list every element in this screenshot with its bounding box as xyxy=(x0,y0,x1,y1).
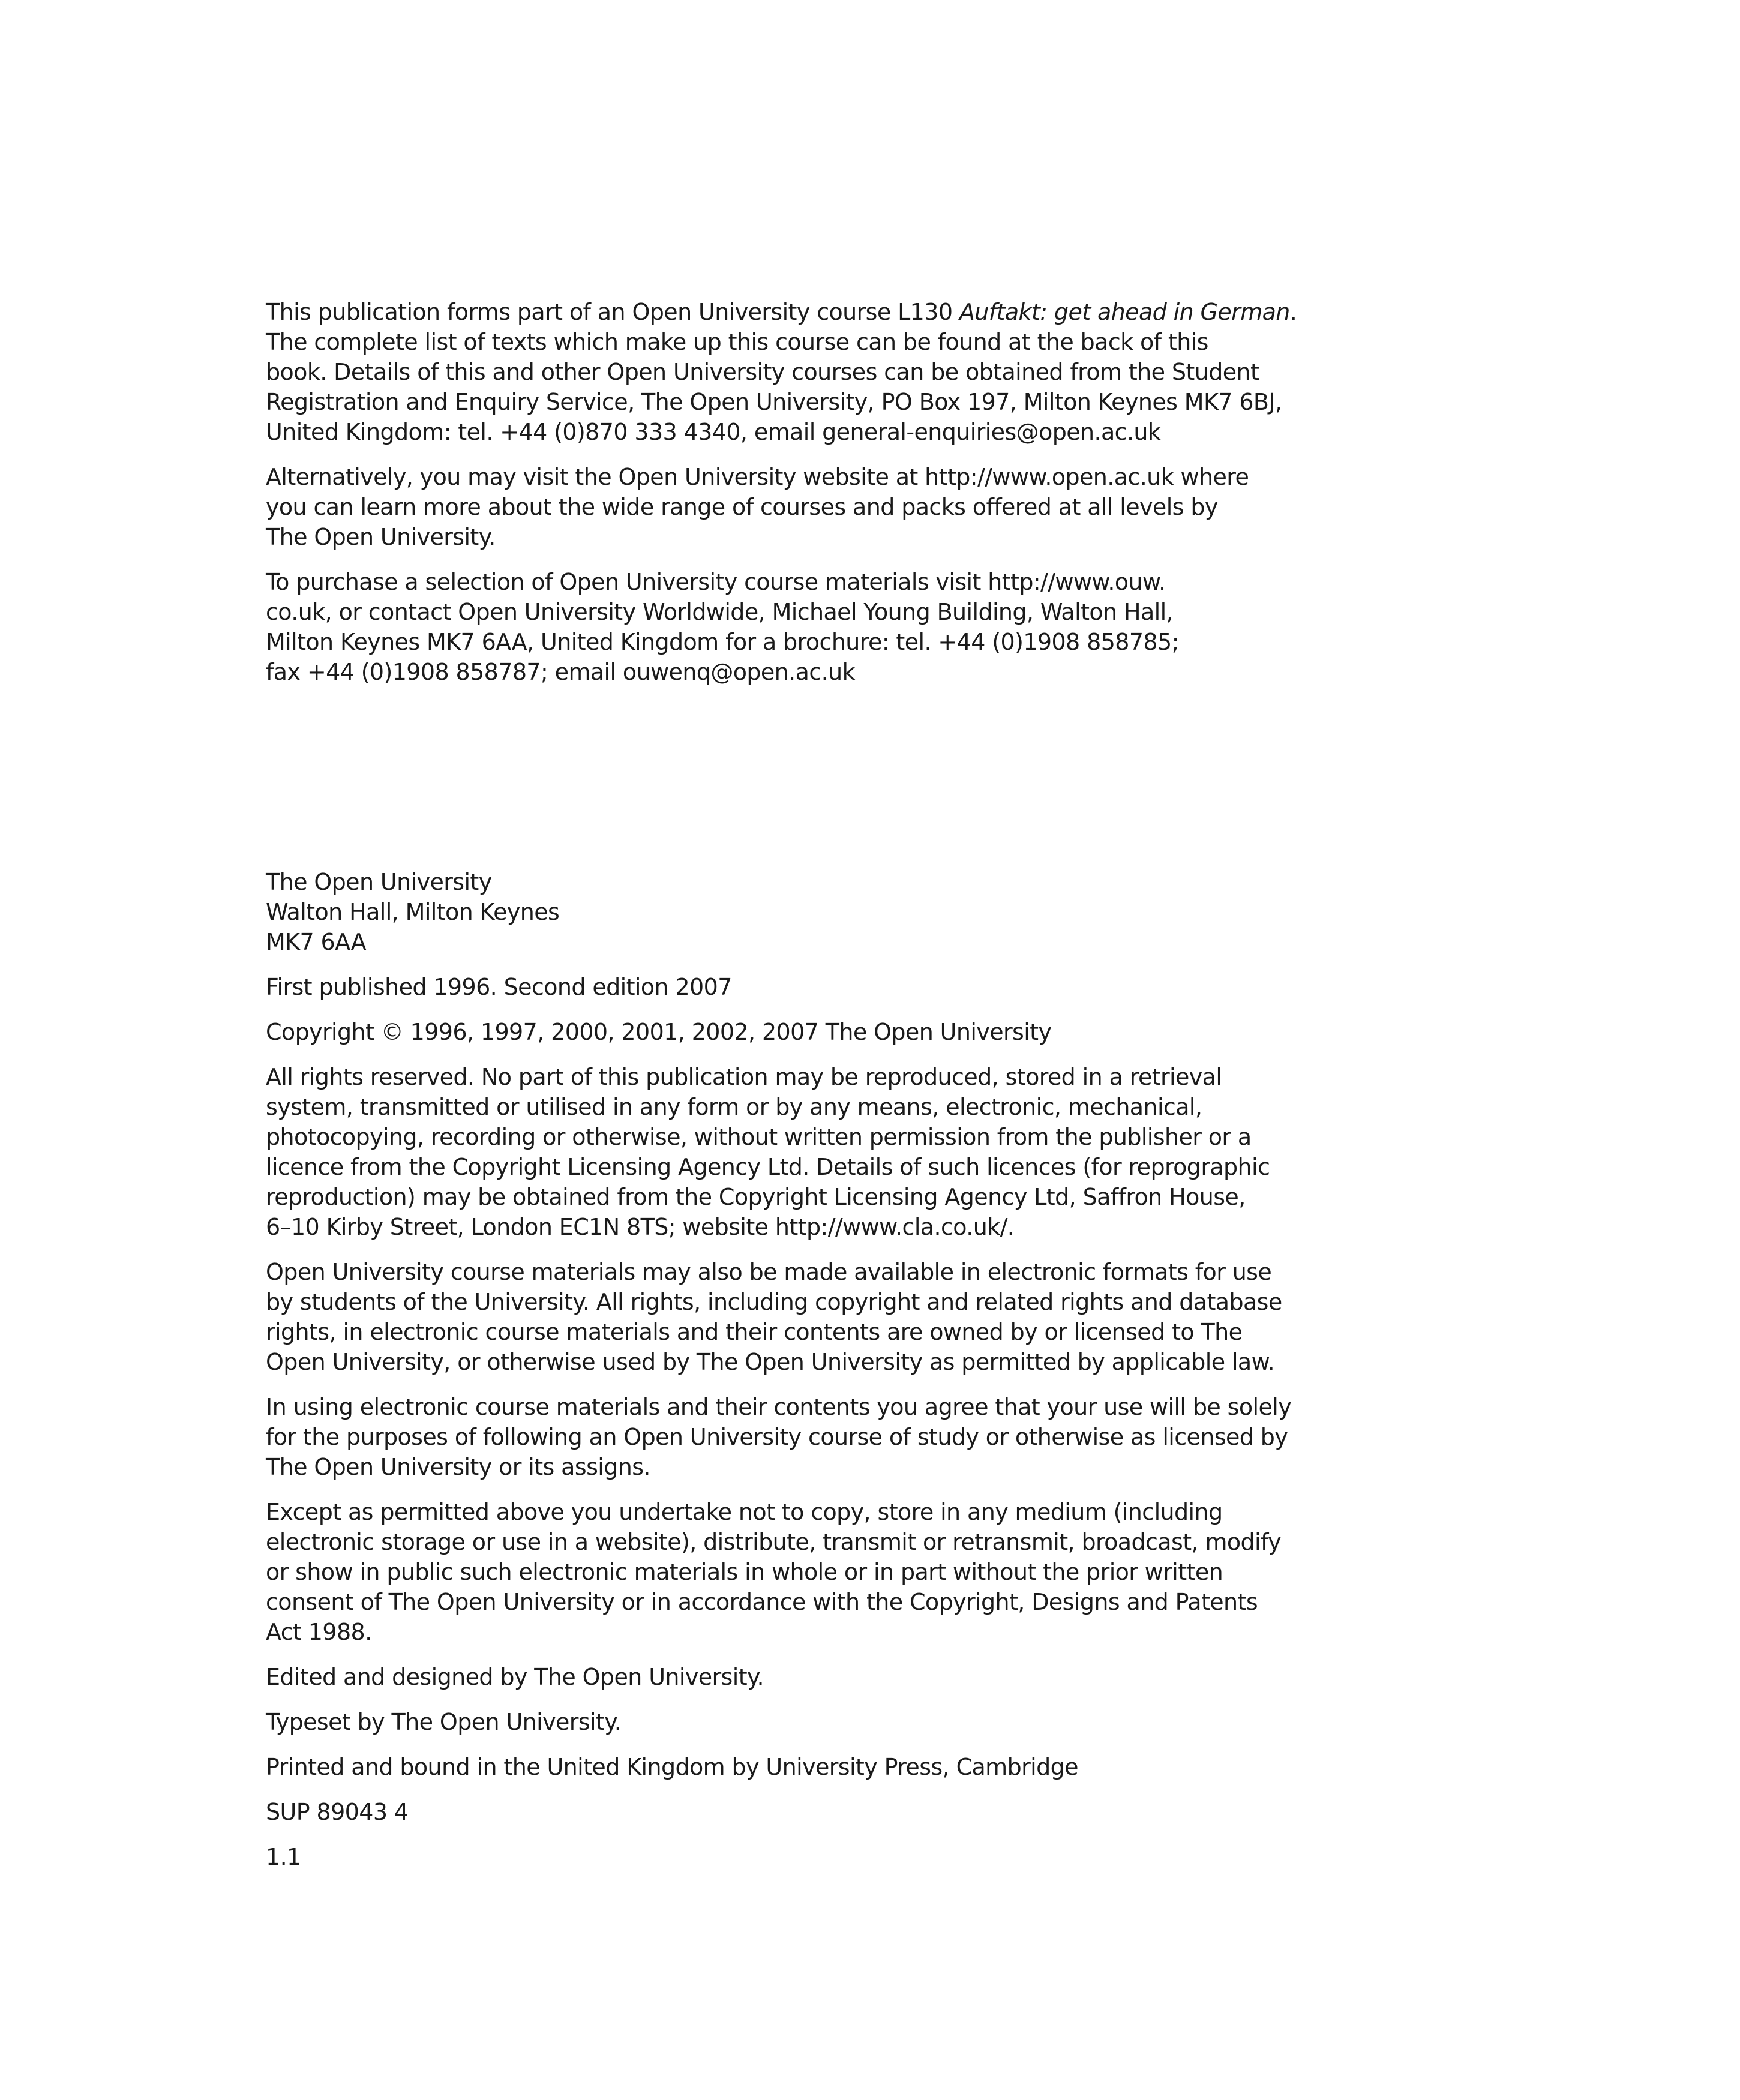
text-line: The Open University xyxy=(266,869,492,895)
text-line: co.uk, or contact Open University Worldwide, Michael Young Building, Walton Hall, xyxy=(266,599,1174,625)
text-line: Open University, or otherwise used by The Open University as permitted by applicable law. xyxy=(266,1349,1275,1375)
first-published xyxy=(266,972,1322,1002)
text-line: Edited and designed by The Open University. xyxy=(266,1664,764,1690)
version-number xyxy=(266,1842,1322,1872)
copyright-notice xyxy=(266,1017,1322,1047)
text-line: fax +44 (0)1908 858787; email ouwenq@open.ac.uk xyxy=(266,659,855,685)
text-line: Copyright © 1996, 1997, 2000, 2001, 2002, 2007 The Open University xyxy=(266,1019,1052,1045)
text-line: Except as permitted above you undertake not to copy, store in any medium (including xyxy=(266,1499,1223,1525)
intro-paragraph-3 xyxy=(266,567,1322,687)
text-line: 6–10 Kirby Street, London EC1N 8TS; website http://www.cla.co.uk/. xyxy=(266,1214,1015,1240)
text-line: you can learn more about the wide range of courses and packs offered at all levels by xyxy=(266,494,1218,520)
text-line: The complete list of texts which make up this course can be found at the back of this xyxy=(266,329,1208,355)
course-title: Auftakt: get ahead in German xyxy=(959,299,1290,325)
text-line: for the purposes of following an Open University course of study or otherwise as licensed by xyxy=(266,1424,1288,1450)
text-line: electronic storage or use in a website), distribute, transmit or retransmit, broadcast, modify xyxy=(266,1529,1281,1555)
text-line: rights, in electronic course materials and their contents are owned by or licensed to The xyxy=(266,1319,1243,1345)
text-line: Open University course materials may also be made available in electronic formats for use xyxy=(266,1259,1272,1285)
text-line: SUP 89043 4 xyxy=(266,1799,409,1825)
except-paragraph xyxy=(266,1497,1322,1647)
text-line: 1.1 xyxy=(266,1844,301,1870)
text-line: United Kingdom: tel. +44 (0)870 333 4340, email general-enquiries@open.ac.uk xyxy=(266,419,1161,445)
usage-paragraph xyxy=(266,1392,1322,1482)
text-line: Act 1988. xyxy=(266,1619,372,1645)
text-line: Milton Keynes MK7 6AA, United Kingdom for a brochure: tel. +44 (0)1908 858785; xyxy=(266,629,1179,655)
text-line: by students of the University. All rights, including copyright and related rights and database xyxy=(266,1289,1282,1315)
text-line: Typeset by The Open University. xyxy=(266,1709,622,1735)
electronic-formats-paragraph xyxy=(266,1257,1322,1377)
printed-by xyxy=(266,1752,1322,1782)
typeset-by xyxy=(266,1707,1322,1737)
intro-paragraph-2 xyxy=(266,462,1322,552)
text-line: book. Details of this and other Open University courses can be obtained from the Student xyxy=(266,359,1259,385)
text-line: Printed and bound in the United Kingdom by University Press, Cambridge xyxy=(266,1754,1078,1780)
edited-by xyxy=(266,1662,1322,1692)
text-line: The Open University or its assigns. xyxy=(266,1454,650,1480)
text-line: system, transmitted or utilised in any form or by any means, electronic, mechanical, xyxy=(266,1094,1202,1120)
intro-paragraph-1 xyxy=(266,297,1322,447)
text-line: First published 1996. Second edition 2007 xyxy=(266,974,732,1000)
text-line: The Open University. xyxy=(266,524,496,550)
text-line: To purchase a selection of Open University course materials visit http://www.ouw. xyxy=(266,569,1166,595)
sup-code xyxy=(266,1797,1322,1827)
text-line: consent of The Open University or in accordance with the Copyright, Designs and Patents xyxy=(266,1589,1258,1615)
text-line: All rights reserved. No part of this publication may be reproduced, stored in a retrieval xyxy=(266,1064,1222,1090)
text-line: reproduction) may be obtained from the Copyright Licensing Agency Ltd, Saffron House, xyxy=(266,1184,1246,1210)
publisher-address xyxy=(266,867,1322,957)
text-line: MK7 6AA xyxy=(266,929,366,955)
text-line: Walton Hall, Milton Keynes xyxy=(266,899,560,925)
text-line: licence from the Copyright Licensing Agency Ltd. Details of such licences (for reprographic xyxy=(266,1154,1270,1180)
text-line: This publication forms part of an Open University course L130 Auftakt: get ahead in German. xyxy=(266,299,1297,325)
rights-paragraph xyxy=(266,1062,1322,1242)
text-line: Registration and Enquiry Service, The Open University, PO Box 197, Milton Keynes MK7 6BJ, xyxy=(266,389,1282,415)
text-line: In using electronic course materials and their contents you agree that your use will be solely xyxy=(266,1394,1292,1420)
text-line: photocopying, recording or otherwise, without written permission from the publisher or a xyxy=(266,1124,1252,1150)
text-line: or show in public such electronic materials in whole or in part without the prior written xyxy=(266,1559,1223,1585)
text-line: Alternatively, you may visit the Open University website at http://www.open.ac.uk where xyxy=(266,464,1249,490)
